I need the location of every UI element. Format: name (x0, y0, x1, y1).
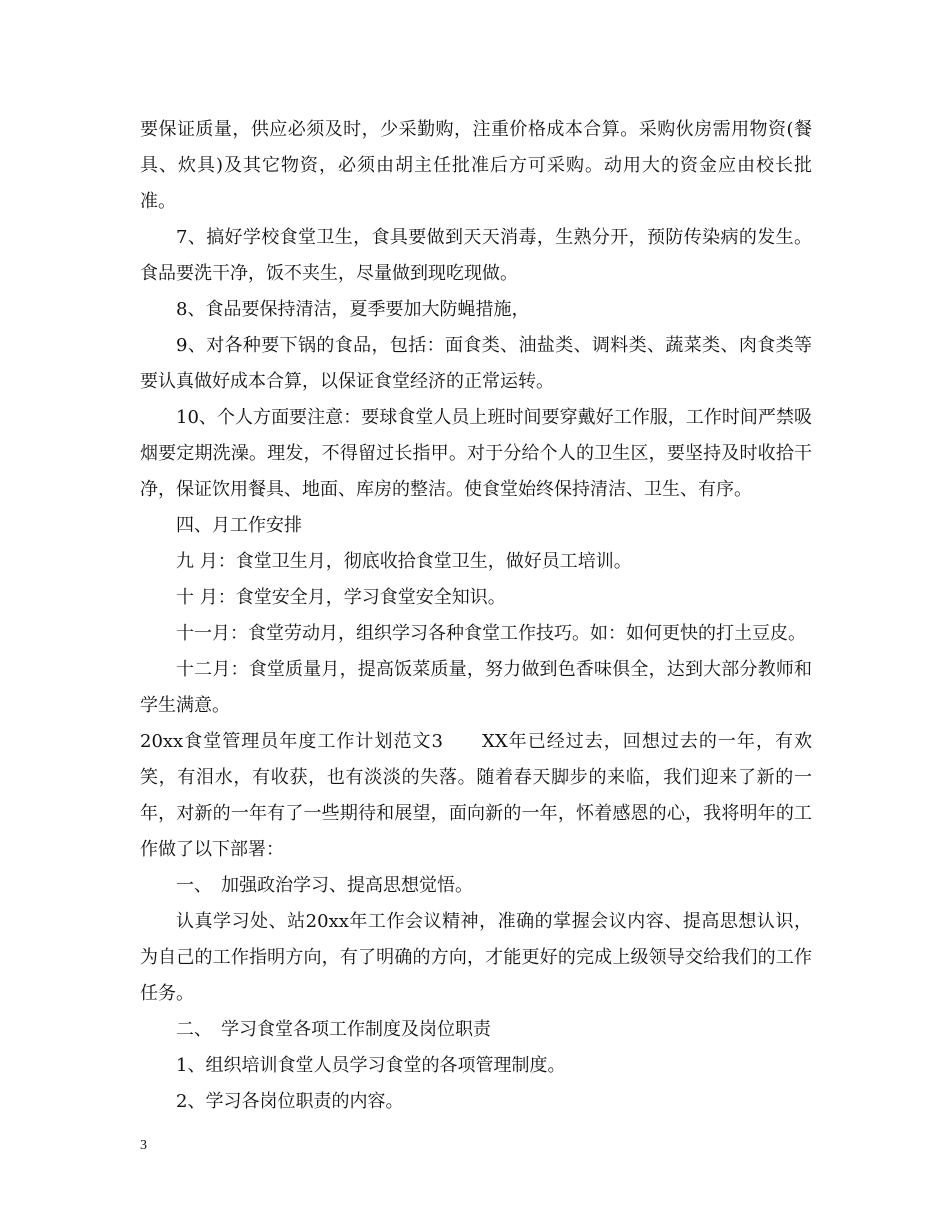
body-paragraph: 十二月：食堂质量月，提高饭菜质量，努力做到色香味俱全，达到大部分教师和学生满意。 (140, 659, 812, 716)
page-number: 3 (140, 1138, 147, 1153)
body-paragraph: 2、学习各岗位职责的内容。 (176, 1091, 404, 1112)
body-paragraph: 1、组织培训食堂人员学习食堂的各项管理制度。 (176, 1055, 566, 1076)
body-paragraph: 要保证质量，供应必须及时，少采勤购，注重价格成本合算。采购伙房需用物资(餐具、炊具)及其它物资，必须由胡主任批准后方可采购。动用大的资金应由校长批准。 (140, 119, 812, 212)
body-paragraph: 7、搞好学校食堂卫生，食具要做到天天消毒，生熟分开，预防传染病的发生。食品要洗干净，饭不夹生，尽量做到现吃现做。 (140, 227, 812, 284)
body-paragraph: 九 月：食堂卫生月，彻底收拾食堂卫生，做好员工培训。 (176, 551, 632, 572)
body-paragraph: 8、食品要保持清洁，夏季要加大防蝇措施， (176, 299, 530, 320)
body-paragraph: 一、 加强政治学习、提高思想觉悟。 (176, 875, 473, 896)
body-paragraph: 四、月工作安排 (176, 515, 302, 536)
body-paragraph: 认真学习处、站20xx年工作会议精神，准确的掌握会议内容、提高思想认识，为自己的工作指明方向，有了明确的方向，才能更好的完成上级领导交给我们的工作任务。 (140, 911, 812, 1004)
body-paragraph: 10、个人方面要注意：要球食堂人员上班时间要穿戴好工作服，工作时间严禁吸烟要定期洗澡。理发，不得留过长指甲。对于分给个人的卫生区，要坚持及时收拾干净，保证饮用餐具、地面、库房的整洁。使食堂始终保持清洁、卫生、有序。 (140, 407, 812, 500)
body-paragraph: 十一月：食堂劳动月，组织学习各种食堂工作技巧。如：如何更快的打土豆皮。 (176, 623, 806, 644)
body-paragraph: 20xx食堂管理员年度工作计划范文3 XX年已经过去，回想过去的一年，有欢笑，有泪水，有收获，也有淡淡的失落。随着春天脚步的来临，我们迎来了新的一年，对新的一年有了一些期待和展望，面向新的一年，怀着感恩的心，我将明年的工作做了以下部署： (140, 731, 812, 860)
document-body (140, 112, 812, 1120)
body-paragraph: 二、 学习食堂各项工作制度及岗位职责 (176, 1019, 491, 1040)
body-paragraph: 十 月：食堂安全月，学习食堂安全知识。 (176, 587, 506, 608)
body-paragraph: 9、对各种要下锅的食品，包括：面食类、油盐类、调料类、蔬菜类、肉食类等要认真做好成本合算，以保证食堂经济的正常运转。 (140, 335, 812, 392)
